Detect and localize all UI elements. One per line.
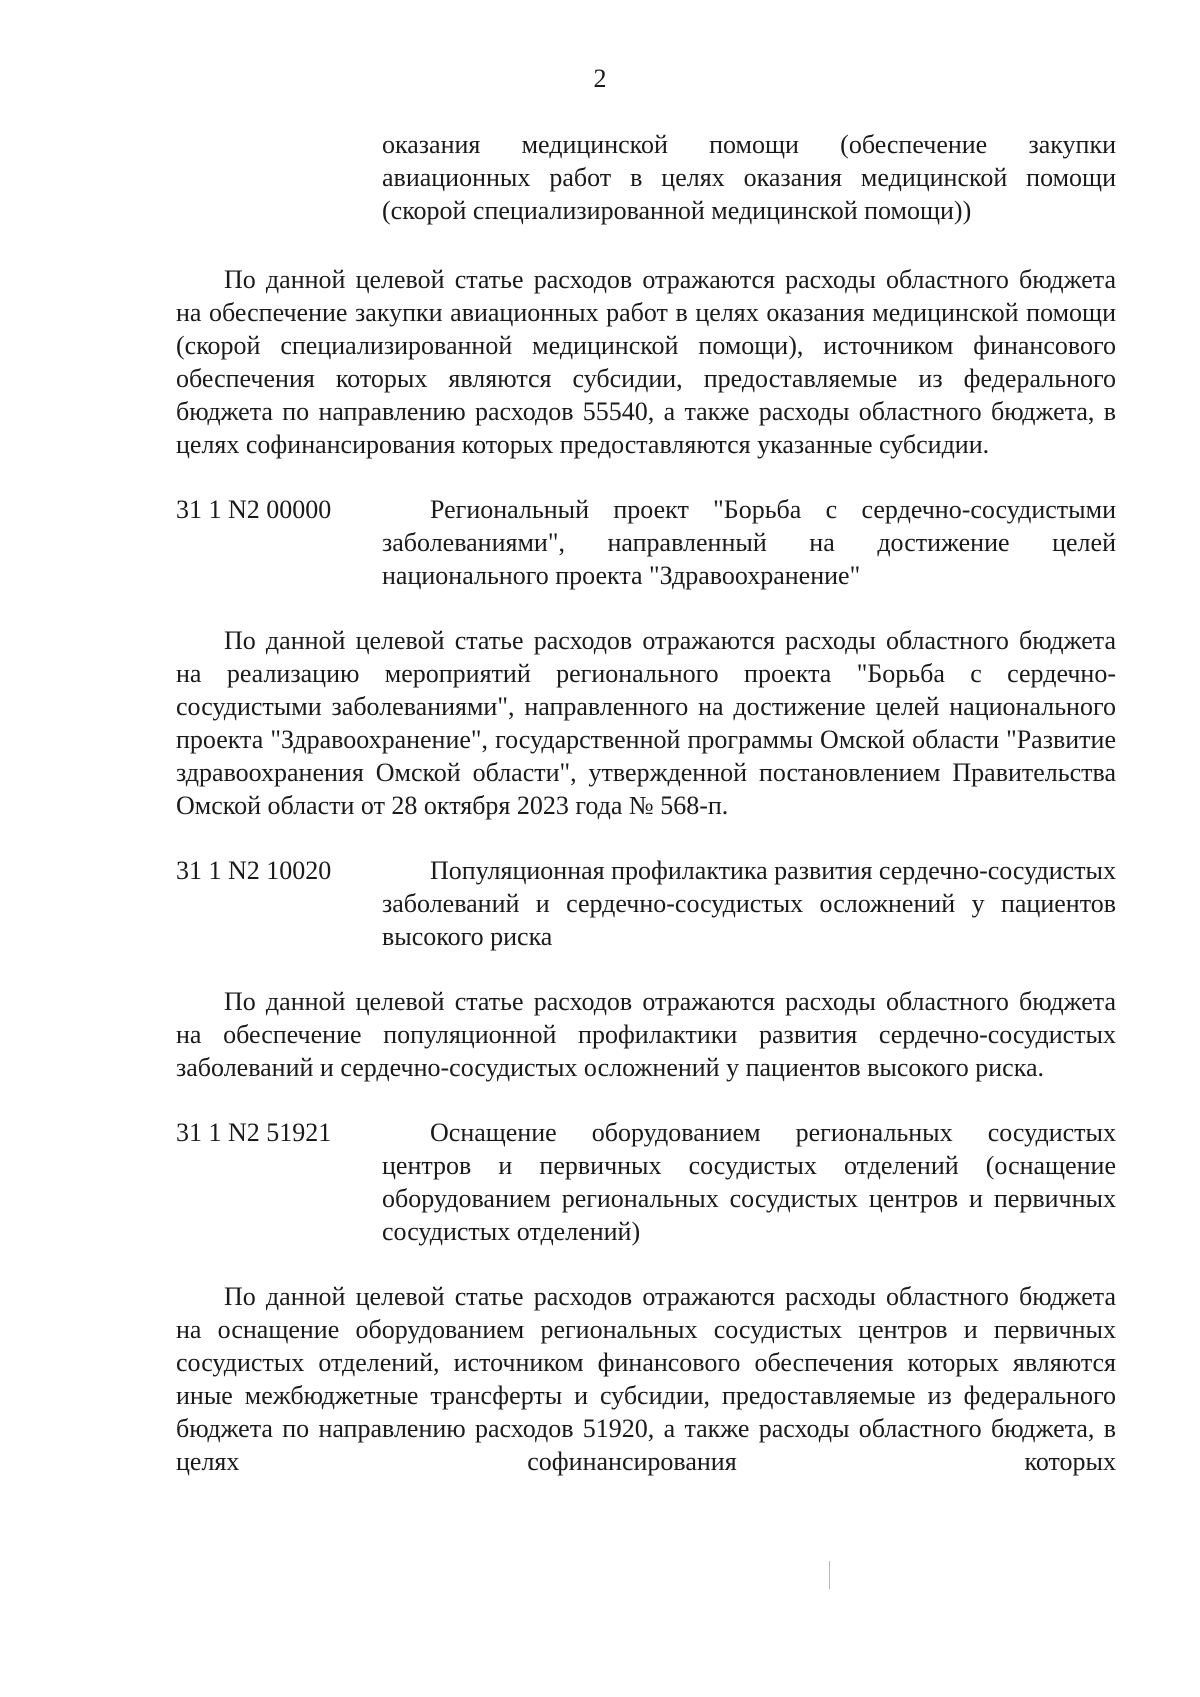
budget-item-description: По данной целевой статье расходов отражаются расходы областного бюджета на реализацию мероприятий регионального проекта "Борьба с сердечно-сосудистыми заболеваниями", направленного на достижение целей национального проекта "Здравоохранение", государственной программы Омской области "Развитие здравоохранения Омской области", утвержденной постановлением Правительства Омской области от 28 октября 2023 года № 568-п.	[176, 626, 1116, 820]
budget-item-code: 31 1 N2 00000	[176, 495, 332, 524]
budget-item-entry	[176, 1116, 1116, 1248]
continued-item-title: оказания медицинской помощи (обеспечение закупки авиационных работ в целях оказания медицинской помощи (скорой специализированной медицинской помощи))	[382, 130, 1116, 225]
paragraph: По данной целевой статье расходов отражаются расходы областного бюджета на обеспечение закупки авиационных работ в целях оказания медицинской помощи (скорой специализированной медицинской помощи), источником финансового обеспечения которых являются субсидии, предоставляемые из федерального бюджета по направлению расходов 55540, а также расходы областного бюджета, в целях софинансирования которых предоставляются указанные субсидии.	[176, 265, 1116, 459]
budget-item-code: 31 1 N2 10020	[176, 856, 332, 885]
budget-item-title: Популяционная профилактика развития сердечно-сосудистых заболеваний и сердечно-сосудистых осложнений у пациентов высокого риска	[382, 856, 1116, 951]
budget-item-title: Оснащение оборудованием региональных сосудистых центров и первичных сосудистых отделений (оснащение оборудованием региональных сосудистых центров и первичных сосудистых отделений)	[382, 1118, 1116, 1246]
budget-item-entry	[176, 854, 1116, 953]
budget-item-entry	[176, 493, 1116, 592]
page-number: 2	[593, 64, 607, 93]
budget-item-code: 31 1 N2 51921	[176, 1118, 332, 1147]
budget-item-title: Региональный проект "Борьба с сердечно-сосудистыми заболеваниями", направленный на достижение целей национального проекта "Здравоохранение"	[382, 495, 1116, 590]
budget-item-description: По данной целевой статье расходов отражаются расходы областного бюджета на оснащение оборудованием региональных сосудистых центров и первичных сосудистых отделений, источником финансового обеспечения которых являются иные межбюджетные трансферты и субсидии, предоставляемые из федерального бюджета по направлению расходов 51920, а также расходы областного бюджета, в целях софинансирования которых	[176, 1282, 1116, 1476]
scan-artifact	[829, 1561, 830, 1589]
document-body	[176, 128, 1116, 1478]
budget-item-description: По данной целевой статье расходов отражаются расходы областного бюджета на обеспечение популяционной профилактики развития сердечно-сосудистых заболеваний и сердечно-сосудистых осложнений у пациентов высокого риска.	[176, 987, 1116, 1082]
